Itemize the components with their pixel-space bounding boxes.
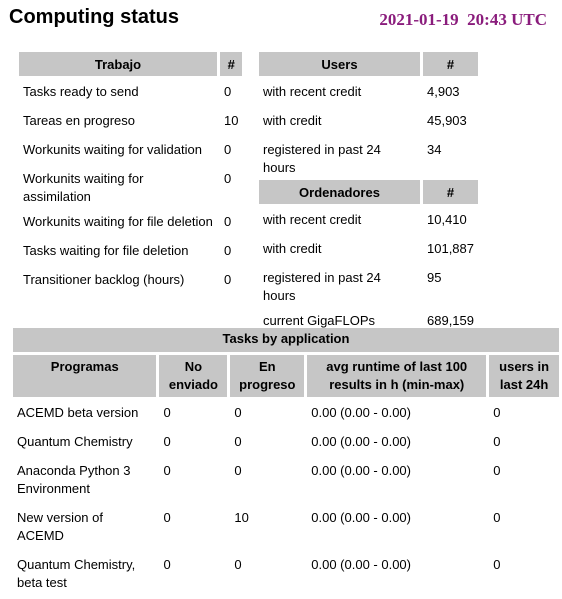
row-label: Tareas en progreso: [23, 113, 136, 128]
timestamp: 2021-01-19 20:43 UTC: [379, 10, 547, 29]
table-row: [259, 79, 478, 105]
app-runtime: 0.00 (0.00 - 0.00): [311, 463, 411, 478]
app-users: 0: [493, 434, 501, 449]
table-row: [13, 458, 559, 502]
computers-header-label: Ordenadores: [259, 180, 420, 204]
work-table: [16, 49, 245, 296]
users-header-count: #: [423, 52, 478, 76]
apps-header-unsent: No enviado: [159, 355, 227, 397]
row-value: 0: [224, 84, 232, 99]
row-value: 34: [427, 142, 442, 157]
row-value: 689,159: [427, 313, 474, 328]
app-in-progress: 0: [234, 463, 242, 478]
computers-header-count: #: [423, 180, 478, 204]
app-users: 0: [493, 405, 501, 420]
row-label: Workunits waiting for validation: [23, 142, 202, 157]
apps-header-runtime: avg runtime of last 100 results in h (min-max): [307, 355, 486, 397]
row-value: 95: [427, 270, 442, 285]
app-name: Quantum Chemistry: [17, 434, 133, 449]
row-label: Workunits waiting for file deletion: [23, 214, 213, 229]
row-label: Workunits waiting for assimilation: [23, 171, 144, 204]
app-runtime: 0.00 (0.00 - 0.00): [311, 405, 411, 420]
app-name: Quantum Chemistry, beta test: [17, 557, 136, 590]
row-value: 45,903: [427, 113, 467, 128]
app-unsent: 0: [163, 463, 171, 478]
app-users: 0: [493, 463, 501, 478]
row-value: 0: [224, 171, 232, 186]
apps-header-users: users in last 24h: [489, 355, 559, 397]
row-value: 0: [224, 142, 232, 157]
table-row: [259, 137, 478, 177]
app-name: ACEMD beta version: [17, 405, 139, 420]
work-header-label: Trabajo: [19, 52, 217, 76]
row-label: registered in past 24 hours: [263, 142, 381, 175]
row-label: registered in past 24 hours: [263, 270, 381, 303]
table-row: [259, 207, 478, 233]
table-row: [13, 400, 559, 426]
row-value: 0: [224, 214, 232, 229]
table-row: [19, 238, 242, 264]
apps-table-title: Tasks by application: [13, 328, 559, 352]
table-row: [13, 552, 559, 596]
table-row: [259, 236, 478, 262]
app-name: Anaconda Python 3 Environment: [17, 463, 131, 496]
table-row: [19, 166, 242, 206]
app-in-progress: 0: [234, 557, 242, 572]
app-users: 0: [493, 510, 501, 525]
app-in-progress: 10: [234, 510, 249, 525]
row-value: 101,887: [427, 241, 474, 256]
row-label: current GigaFLOPs: [263, 313, 375, 328]
row-value: 4,903: [427, 84, 460, 99]
table-row: [13, 505, 559, 549]
table-row: [19, 108, 242, 134]
table-row: [19, 267, 242, 293]
table-row: [13, 429, 559, 455]
row-value: 0: [224, 272, 232, 287]
users-header-label: Users: [259, 52, 420, 76]
row-value: 10,410: [427, 212, 467, 227]
apps-header-in-progress: En progreso: [230, 355, 304, 397]
app-unsent: 0: [163, 434, 171, 449]
app-unsent: 0: [163, 405, 171, 420]
row-label: Transitioner backlog (hours): [23, 272, 185, 287]
app-runtime: 0.00 (0.00 - 0.00): [311, 510, 411, 525]
page-title: Computing status: [9, 6, 179, 28]
table-row: [259, 265, 478, 305]
row-value: 10: [224, 113, 239, 128]
app-runtime: 0.00 (0.00 - 0.00): [311, 434, 411, 449]
apps-table: [10, 325, 562, 599]
app-unsent: 0: [163, 510, 171, 525]
app-name: New version of ACEMD: [17, 510, 103, 543]
app-in-progress: 0: [234, 434, 242, 449]
row-label: with credit: [263, 113, 322, 128]
app-unsent: 0: [163, 557, 171, 572]
table-row: [259, 108, 478, 134]
apps-header-program: Programas: [13, 355, 156, 397]
users-table: [256, 49, 481, 337]
app-runtime: 0.00 (0.00 - 0.00): [311, 557, 411, 572]
row-label: Tasks ready to send: [23, 84, 139, 99]
row-value: 0: [224, 243, 232, 258]
table-row: [19, 79, 242, 105]
row-label: with recent credit: [263, 84, 362, 99]
row-label: Tasks waiting for file deletion: [23, 243, 189, 258]
app-in-progress: 0: [234, 405, 242, 420]
row-label: with recent credit: [263, 212, 362, 227]
app-users: 0: [493, 557, 501, 572]
table-row: [19, 209, 242, 235]
row-label: with credit: [263, 241, 322, 256]
table-row: [19, 137, 242, 163]
work-header-count: #: [220, 52, 242, 76]
